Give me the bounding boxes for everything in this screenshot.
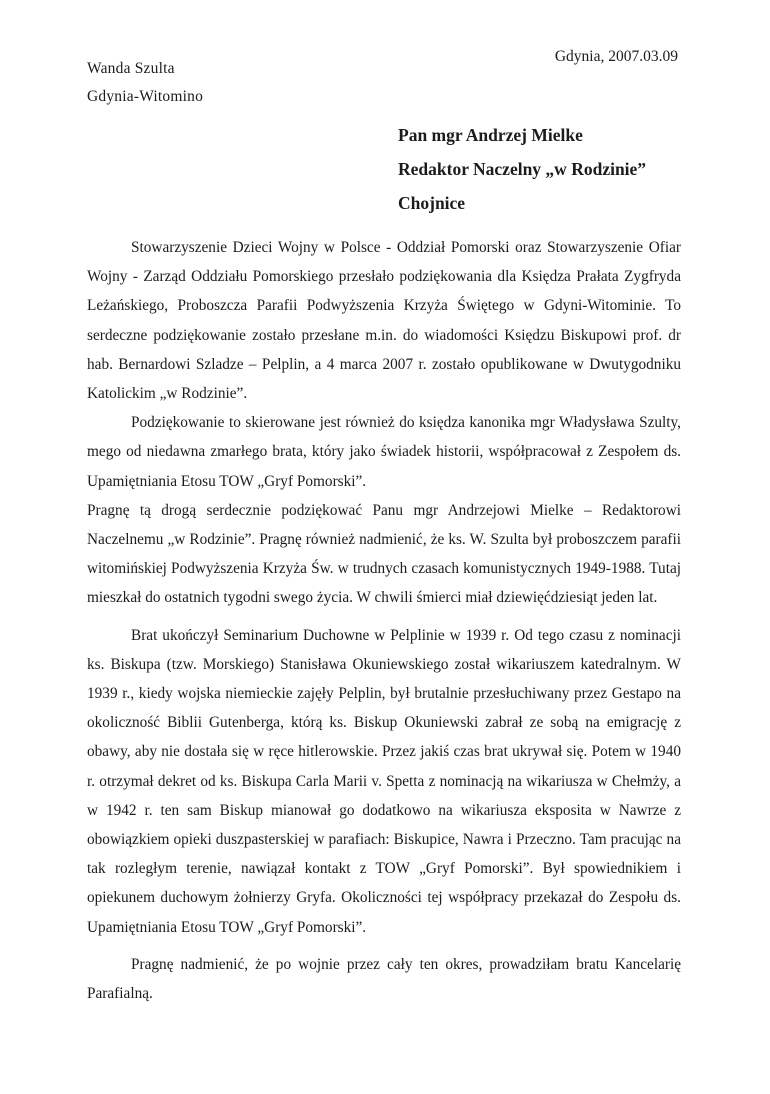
sender-block	[87, 55, 203, 111]
recipient-block	[398, 118, 646, 220]
paragraph-5: Pragnę nadmienić, że po wojnie przez cały ten okres, prowadziłam bratu Kancelarię Parafialną.	[87, 955, 681, 1003]
place-date: Gdynia, 2007.03.09	[554, 48, 678, 65]
sender-name: Wanda Szulta	[87, 60, 175, 77]
recipient-line-1: Pan mgr Andrzej Mielke	[398, 125, 583, 145]
recipient-line-2: Redaktor Naczelny „w Rodzinie”	[398, 159, 647, 179]
paragraph-4: Brat ukończył Seminarium Duchowne w Pelplinie w 1939 r. Od tego czasu z nominacji ks. Biskupa (tzw. Morskiego) Stanisława Okuniewskiego został wikariuszem katedralnym. W 1939 r., kiedy wojska niemieckie zajęły Pelplin, był brutalnie przesłuchiwany przez Gestapo na okoliczność Biblii Gutenberga, którą ks. Biskup Okuniewski zabrał ze sobą na emigrację z obawy, aby nie dostała się w ręce hitlerowskie. Przez jakiś czas brat ukrywał się. Potem w 1940 r. otrzymał dekret od ks. Biskupa Carla Marii v. Spetta z nominacją na wikariusza w Chełmży, a w 1942 r. ten sam Biskup mianował go dodatkowo na wikariusza eksposita w Nawrze z obowiązkiem opieki duszpasterskiej w parafiach: Biskupice, Nawra i Przeczno. Tam pracując na tak rozległym terenie, nawiązał kontakt z TOW „Gryf Pomorski”. Był spowiednikiem i opiekunem duchowym żołnierzy Gryfa. Okoliczności tej współpracy przekazał do Zespołu ds. Upamiętniania Etosu TOW „Gryf Pomorski”.	[87, 626, 681, 936]
letter-body	[87, 233, 681, 1008]
paragraph-1: Stowarzyszenie Dzieci Wojny w Polsce - Oddział Pomorski oraz Stowarzyszenie Ofiar Wojny - Zarząd Oddziału Pomorskiego przesłało podziękowania dla Księdza Prałata Zygfryda Leżańskiego, Proboszcza Parafii Podwyższenia Krzyża Świętego w Gdyni-Witominie. To serdeczne podziękowanie zostało przesłane m.in. do wiadomości Księdzu Biskupowi prof. dr hab. Bernardowi Szladze – Pelplin, a 4 marca 2007 r. zostało opublikowane w Dwutygodniku Katolickim „w Rodzinie”.	[87, 239, 681, 403]
paragraph-3: Pragnę tą drogą serdecznie podziękować Panu mgr Andrzejowi Mielke – Redaktorowi Naczelnemu „w Rodzinie”. Pragnę również nadmienić, że ks. W. Szulta był proboszczem parafii witomińskiej Podwyższenia Krzyża Św. w trudnych czasach komunistycznych 1949-1988. Tutaj mieszkał do ostatnich tygodni swego życia. W chwili śmierci miał dziewięćdziesiąt jeden lat.	[87, 501, 681, 607]
sender-address: Gdynia-Witomino	[87, 88, 204, 105]
paragraph-2: Podziękowanie to skierowane jest również do księdza kanonika mgr Władysława Szulty, mego od niedawna zmarłego brata, który jako świadek historii, współpracował z Zespołem ds. Upamiętniania Etosu TOW „Gryf Pomorski”.	[87, 414, 681, 490]
recipient-line-3: Chojnice	[398, 193, 466, 213]
